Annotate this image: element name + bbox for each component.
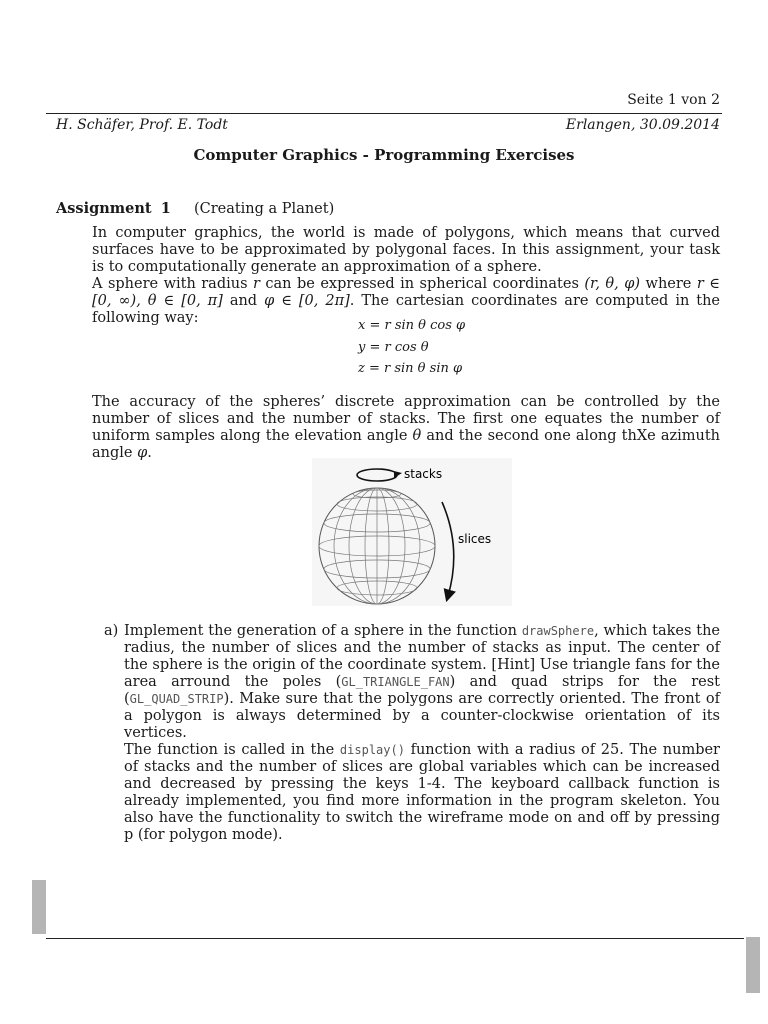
accuracy-text-c: and the second one along thXe azimuth angle	[92, 428, 720, 461]
intro-text-2a: A sphere with radius	[92, 276, 253, 292]
code-triangle-fan: GL_TRIANGLE_FAN	[341, 675, 450, 689]
slices-label: slices	[458, 532, 492, 546]
math-spherical: (r, θ, φ)	[584, 276, 641, 292]
footer-rule	[46, 938, 744, 939]
equation-y: y = r cos θ	[358, 340, 429, 355]
accuracy-paragraph	[92, 394, 720, 462]
item-a-text-3: ) and quad strips for the rest (	[124, 674, 720, 707]
math-range-phi: φ ∈ [0, 2π]	[264, 293, 350, 309]
assignment-number: 1	[160, 200, 171, 217]
code-quad-strip: GL_QUAD_STRIP	[129, 692, 224, 706]
accuracy-text-e: .	[147, 445, 152, 461]
assignment-topic: (Creating a Planet)	[193, 201, 335, 217]
item-a-marker: a)	[104, 623, 119, 639]
item-a-text-2: , which takes the radius, the number of slices and the number of stacks as input. The center of the sphere is the origin of the coordinate system. [Hint] Use triangle fans for the area arround the poles (	[124, 623, 721, 690]
intro-paragraph	[92, 225, 720, 327]
intro-text-2e: where	[640, 276, 697, 292]
item-a-text-4: ). Make sure that the polygons are correctly oriented. The front of a polygon is always determined by a counter-clockwise orientation of its vertices.	[124, 691, 720, 741]
page-number: Seite 1 von 2	[627, 92, 720, 108]
math-r: r	[253, 276, 260, 292]
math-phi: φ	[137, 445, 148, 461]
math-theta: θ	[412, 428, 422, 444]
math-range-r-theta: r ∈ [0, ∞), θ ∈ [0, π]	[92, 276, 720, 309]
authors: H. Schäfer, Prof. E. Todt	[56, 117, 228, 133]
intro-text-2c: can be expressed in spherical coordinates	[259, 276, 585, 292]
intro-text-1: In computer graphics, the world is made of polygons, which means that curved surfaces have to be approximated by polygonal faces. In this assignment, your task is to computationally generate an approximation of a sphere.	[92, 225, 720, 275]
item-a-text-1: Implement the generation of a sphere in the function	[124, 623, 522, 639]
place-date: Erlangen, 30.09.2014	[565, 117, 720, 133]
code-display: display()	[339, 743, 405, 757]
code-drawsphere: drawSphere	[521, 624, 595, 638]
sphere-figure	[312, 458, 512, 606]
document-title: Computer Graphics - Programming Exercises	[193, 146, 575, 164]
item-a-text-6: function with a radius of 25. The number of stacks and the number of slices are global variables which can be increased and decreased by pressing the keys 1-4. The keyboard callback function is already implemented, you find more information in the program skeleton. You also have the functionality to switch the wireframe mode on and off by pressing p (for polygon mode).	[124, 742, 720, 843]
header-rule	[46, 113, 722, 114]
assignment-heading	[56, 200, 334, 217]
left-margin-bar	[32, 880, 46, 934]
item-a-text-5: The function is called in the	[124, 742, 340, 758]
assignment-label: Assignment	[56, 200, 152, 217]
accuracy-text-a: The accuracy of the spheres’ discrete approximation can be controlled by the number of slices and the number of stacks. The first one equates the number of uniform samples along the elevation angle	[92, 394, 720, 444]
right-margin-bar	[746, 937, 760, 993]
intro-text-2i: . The cartesian coordinates are computed in the following way:	[92, 293, 721, 326]
equation-x: x = r sin θ cos φ	[358, 318, 466, 333]
intro-text-2g: and	[222, 293, 265, 309]
item-a-paragraph-1	[124, 623, 720, 742]
item-a-paragraph-2	[124, 742, 720, 844]
equation-z: z = r sin θ sin φ	[358, 361, 463, 376]
stacks-label: stacks	[404, 467, 443, 481]
